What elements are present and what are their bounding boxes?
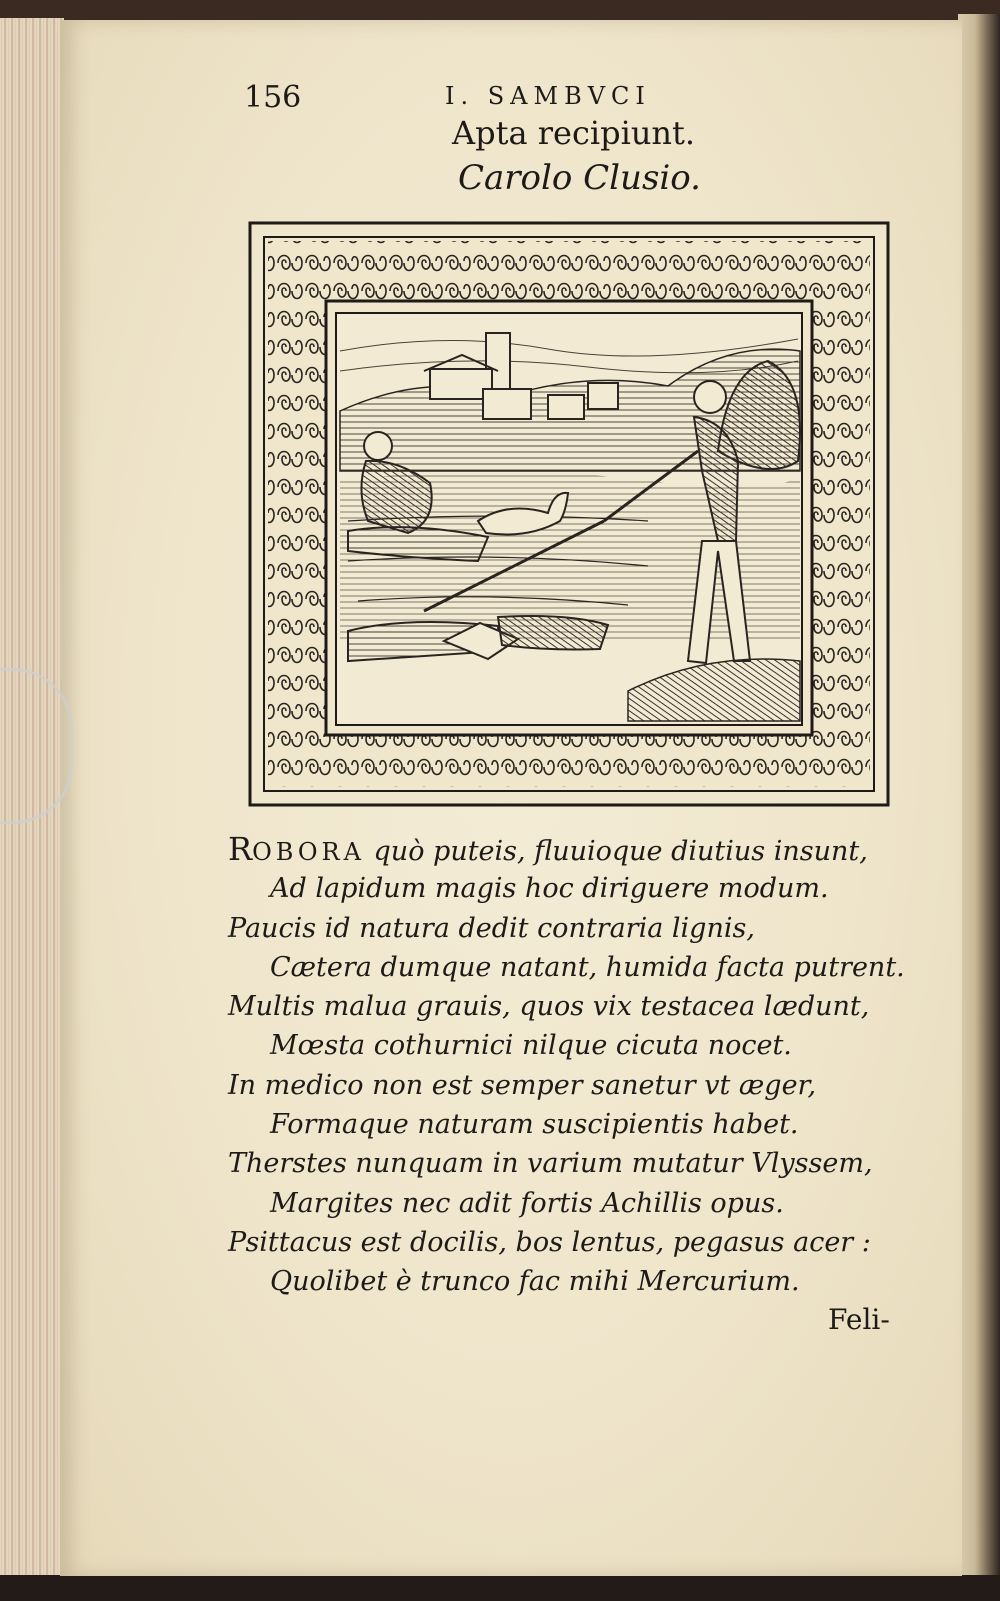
verse-line-1-text: quò puteis, fluuioque diutius insunt, bbox=[364, 836, 868, 867]
verse-line-12: Quolibet è trunco fac mihi Mercurium. bbox=[270, 1266, 800, 1298]
verse-initial-capital: R bbox=[228, 830, 253, 868]
verse-line-10: Margites nec adit fortis Achillis opus. bbox=[270, 1187, 784, 1219]
verse-line-1 bbox=[228, 830, 868, 869]
verse-line-5: Multis malua grauis, quos vix testacea lædunt, bbox=[228, 991, 870, 1023]
verse-line-3: Paucis id natura dedit contraria lignis, bbox=[228, 912, 755, 944]
emblem-dedication: Carolo Clusio. bbox=[458, 158, 701, 198]
verse-line-7: In medico non est semper sanetur vt æger, bbox=[228, 1069, 817, 1101]
verse-line-6: Mœsta cothurnici nilque cicuta nocet. bbox=[270, 1030, 792, 1062]
verse-line-11: Psittacus est docilis, bos lentus, pegasus acer : bbox=[228, 1226, 871, 1258]
running-head: I. SAMBVCI bbox=[445, 82, 651, 110]
emblem-motto: Apta recipiunt. bbox=[452, 114, 696, 152]
catchword: Feli- bbox=[828, 1303, 890, 1336]
verse-line-8: Formaque naturam suscipientis habet. bbox=[270, 1109, 799, 1141]
verse-line-4: Cætera dumque natant, humida facta putrent. bbox=[270, 951, 905, 983]
page-edge-right bbox=[958, 14, 1000, 1579]
emblem-woodcut-river-scene-icon bbox=[248, 221, 890, 807]
verse-line-9: Therstes nunquam in varium mutatur Vlyssem, bbox=[228, 1148, 873, 1180]
verse-initial-word: OBORA bbox=[252, 838, 365, 866]
book-bottom-edge bbox=[0, 1575, 1000, 1601]
emblem-verses bbox=[228, 830, 905, 1302]
page-number: 156 bbox=[244, 80, 302, 115]
verse-line-2: Ad lapidum magis hoc diriguere modum. bbox=[270, 873, 829, 905]
